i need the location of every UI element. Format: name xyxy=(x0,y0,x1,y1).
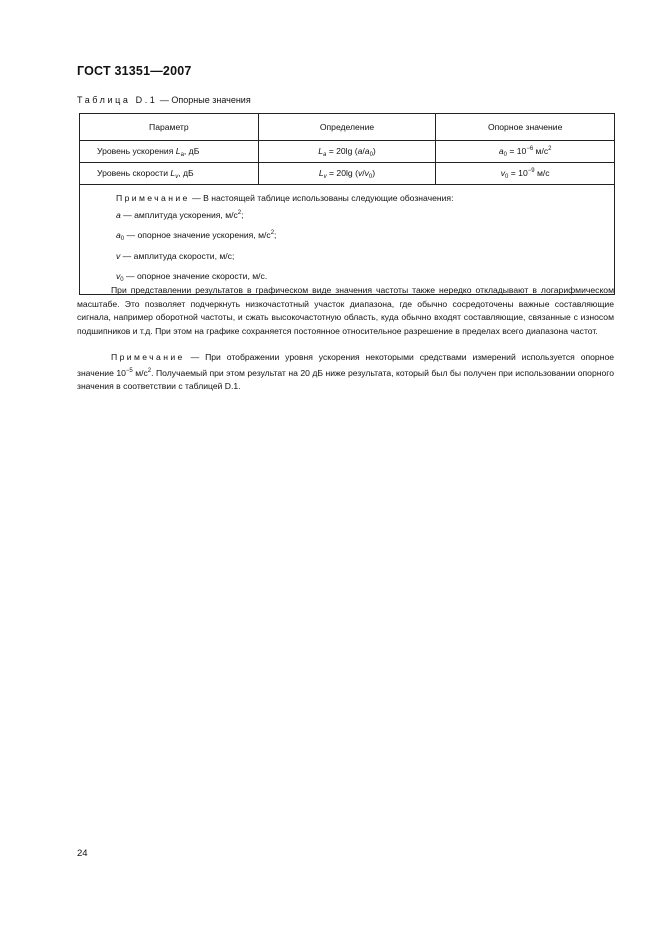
note-line: v — амплитуда скорости, м/с; xyxy=(116,250,235,261)
standard-header: ГОСТ 31351—2007 xyxy=(77,64,192,78)
column-header-parameter: Параметр xyxy=(80,114,259,141)
reference-values-table xyxy=(79,113,615,295)
column-header-reference: Опорное значение xyxy=(436,114,615,141)
table-note xyxy=(80,185,615,295)
table-row xyxy=(80,141,615,163)
cell-reference-value: $a_0 = 10^{-6}$ $м/с^2$ xyxy=(436,141,615,163)
cell-parameter: Уровень скорости $L_v$, дБ xyxy=(80,163,259,185)
page-number: 24 xyxy=(77,848,88,859)
note-label: Примечание xyxy=(111,352,185,362)
table-row xyxy=(80,163,615,185)
body-paragraph: При представлении результатов в графическом виде значения частоты также нередко откладывают в логарифмическом масштабе. Это позволяет подчеркнуть низкочастотный участок диапазона, где обычно сосредоточены важные составляющие сигнала, например оборотной частоты, и сжать высокочастотную область, куда обычно входят составляющие, связанные с износом подшипников и т.д. При этом на графике сохраняется постоянное относительное разрешение в пределах всего диапазона частот. xyxy=(77,285,614,336)
body-note: Примечание — При отображении уровня ускорения некоторыми средствами измерений используется опорное значение $10^{-5}$ $м/с^2$. Получаемый при этом результат на 20 дБ ниже результата, который был бы получен при использовании опорного значения в соответствии с таблицей D.1. xyxy=(77,352,614,392)
cell-definition: $L_v = 20\lg$ $(v/v_0)$ xyxy=(258,163,436,185)
column-header-definition: Определение xyxy=(258,114,436,141)
table-caption-label: Таблица D.1 xyxy=(77,95,158,105)
cell-reference-value: $v_0 = 10^{-9}$ м/с xyxy=(436,163,615,185)
table-note-row xyxy=(80,185,615,295)
note-line: a — амплитуда ускорения, $м/с^2$; xyxy=(116,209,244,220)
table-note-intro: Примечание — В настоящей таблице использованы следующие обозначения: xyxy=(116,193,454,203)
note-line: $a_0$ — опорное значение ускорения, $м/с^2$; xyxy=(116,230,277,243)
cell-parameter: Уровень ускорения $L_a$, дБ xyxy=(80,141,259,163)
table-caption xyxy=(77,95,251,105)
table-caption-text: — Опорные значения xyxy=(157,95,251,105)
table-header-row xyxy=(80,114,615,141)
note-line: $v_0$ — опорное значение скорости, м/с. xyxy=(116,271,268,284)
cell-definition: $L_a = 20\lg$ $(a/a_0)$ xyxy=(258,141,436,163)
